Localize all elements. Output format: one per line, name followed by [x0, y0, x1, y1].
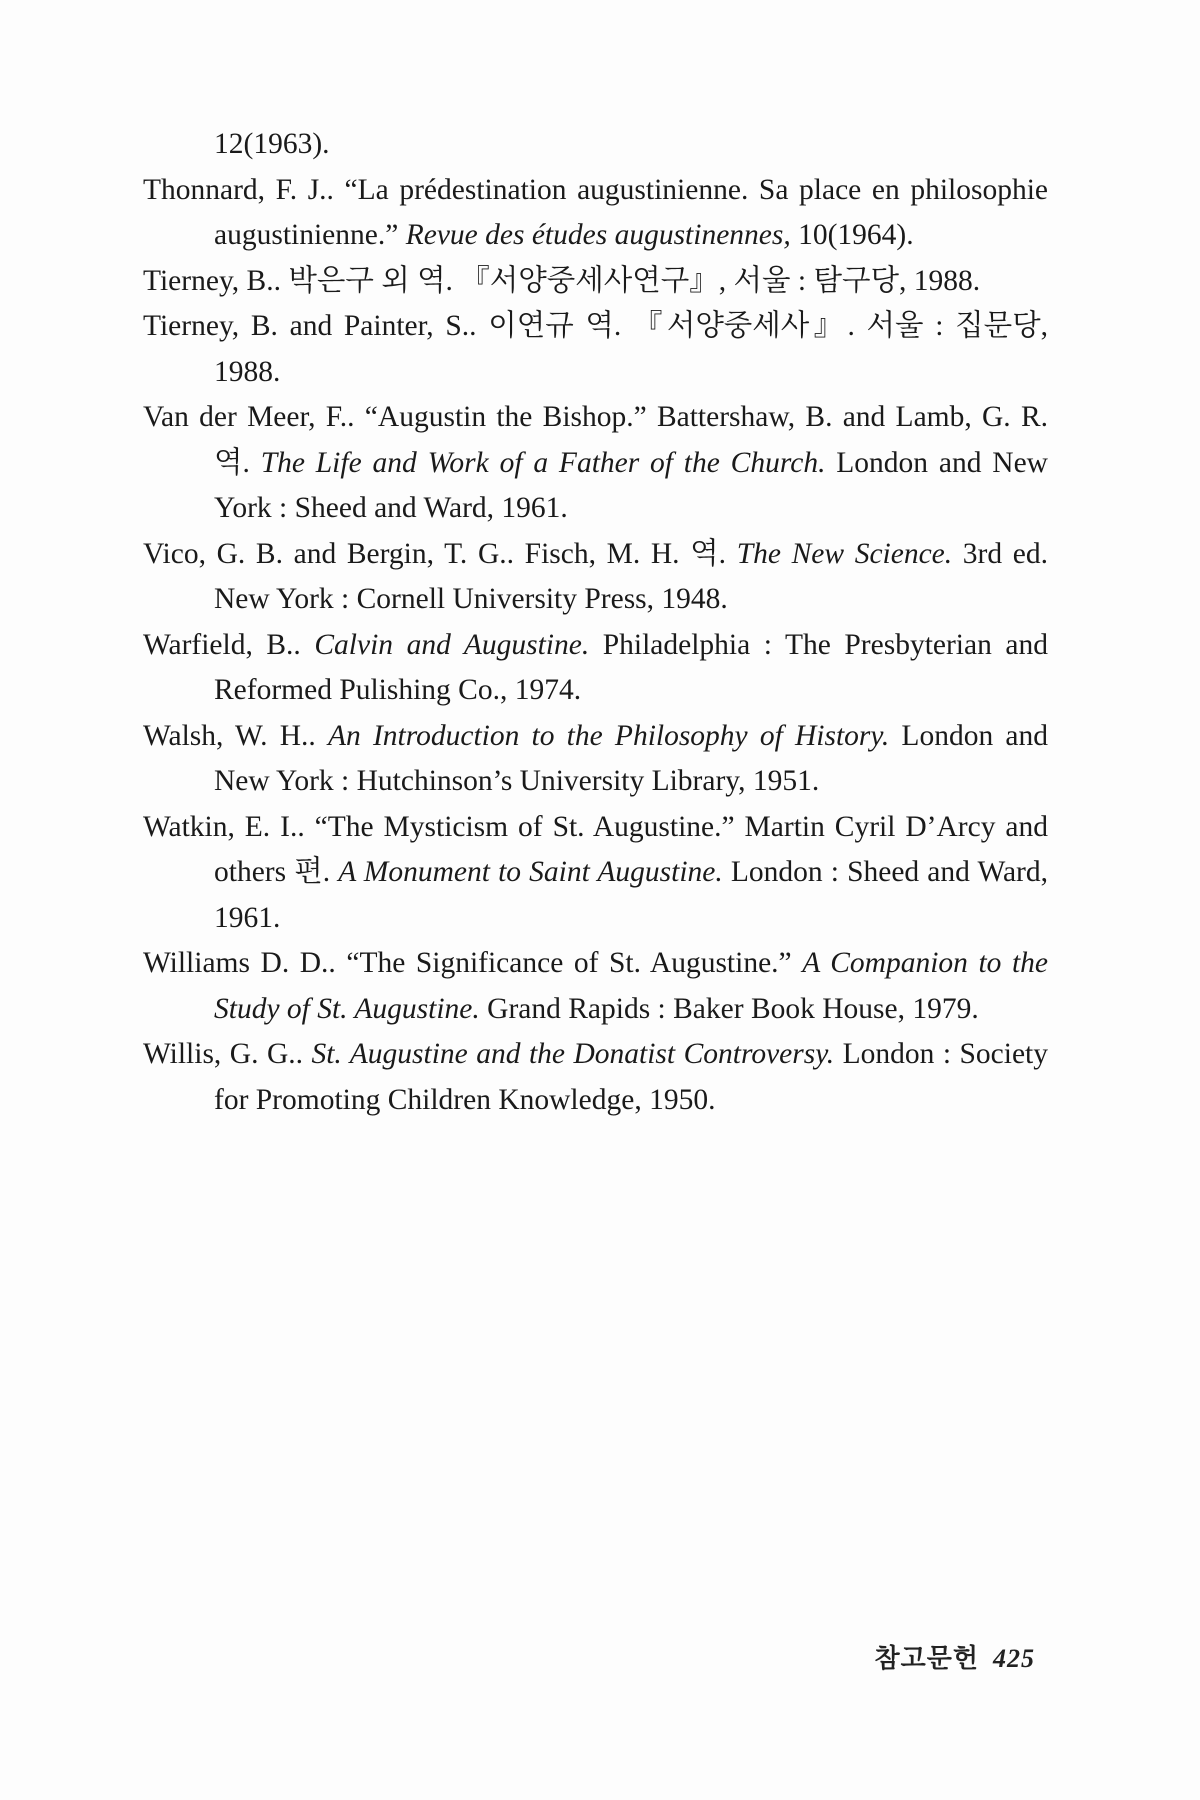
reference-text: Thonnard, F. J.. “La prédestination augustinienne. Sa place en philosophie augustinienne.”: [143, 173, 1048, 251]
reference-title: St. Augustine and the Donatist Controversy.: [311, 1038, 835, 1070]
reference-text: London and New York : Sheed and Ward, 1961.: [214, 446, 1048, 524]
reference-text: Walsh, W. H..: [143, 719, 328, 752]
bibliography-list: [143, 122, 1048, 1123]
reference-entry: [143, 623, 1048, 714]
reference-text: Tierney, B.. 박은구 외 역. 『서양중세사연구』, 서울 : 탐구당, 1988.: [143, 264, 981, 297]
reference-title: Revue des études augustinennes,: [405, 219, 791, 251]
reference-entry: [143, 714, 1048, 805]
reference-entry: [143, 168, 1048, 259]
reference-entry: [143, 532, 1048, 623]
reference-text: 10(1964).: [790, 219, 914, 251]
reference-text: Willis, G. G..: [143, 1038, 312, 1070]
reference-entry: [143, 805, 1048, 942]
reference-text: Warfield, B..: [143, 628, 315, 661]
reference-text: 3rd ed. New York : Cornell University Press, 1948.: [214, 537, 1048, 615]
reference-text: Van der Meer, F.. “Augustin the Bishop.” Battershaw, B. and Lamb, G. R. 역.: [143, 401, 1048, 479]
reference-text: Vico, G. B. and Bergin, T. G.. Fisch, M. H. 역.: [143, 537, 737, 570]
reference-title: Calvin and Augustine.: [314, 628, 590, 661]
reference-text: Tierney, B. and Painter, S.. 이연규 역. 『서양중세사』. 서울 : 집문당, 1988.: [143, 310, 1048, 388]
section-title: 참고문헌: [874, 1644, 979, 1673]
reference-title: A Monument to Saint Augustine.: [338, 856, 723, 888]
reference-text: Williams D. D.. “The Significance of St. Augustine.”: [143, 947, 803, 979]
reference-title: The New Science.: [736, 537, 953, 570]
reference-entry: [143, 395, 1048, 532]
reference-entry: [143, 122, 1048, 168]
reference-entry: [143, 304, 1048, 395]
reference-title: A Companion to the Study of St. Augustine.: [214, 947, 1048, 1025]
reference-entry: [143, 259, 1048, 305]
reference-text: Philadelphia : The Presbyterian and Reformed Pulishing Co., 1974.: [214, 628, 1048, 706]
reference-text: London and New York : Hutchinson’s University Library, 1951.: [214, 719, 1048, 797]
reference-text: Watkin, E. I.. “The Mysticism of St. Augustine.” Martin Cyril D’Arcy and others 편.: [143, 810, 1048, 888]
reference-text: Grand Rapids : Baker Book House, 1979.: [479, 992, 979, 1025]
reference-title: The Life and Work of a Father of the Church.: [260, 446, 826, 479]
reference-title: An Introduction to the Philosophy of History.: [328, 719, 890, 752]
reference-text: 12(1963).: [214, 128, 330, 160]
reference-text: London : Sheed and Ward, 1961.: [214, 856, 1048, 934]
reference-entry: [143, 941, 1048, 1032]
page-number: 425: [993, 1644, 1035, 1673]
reference-entry: [143, 1032, 1048, 1123]
page-footer: [875, 1638, 1035, 1675]
reference-text: London : Society for Promoting Children Knowledge, 1950.: [214, 1038, 1048, 1116]
